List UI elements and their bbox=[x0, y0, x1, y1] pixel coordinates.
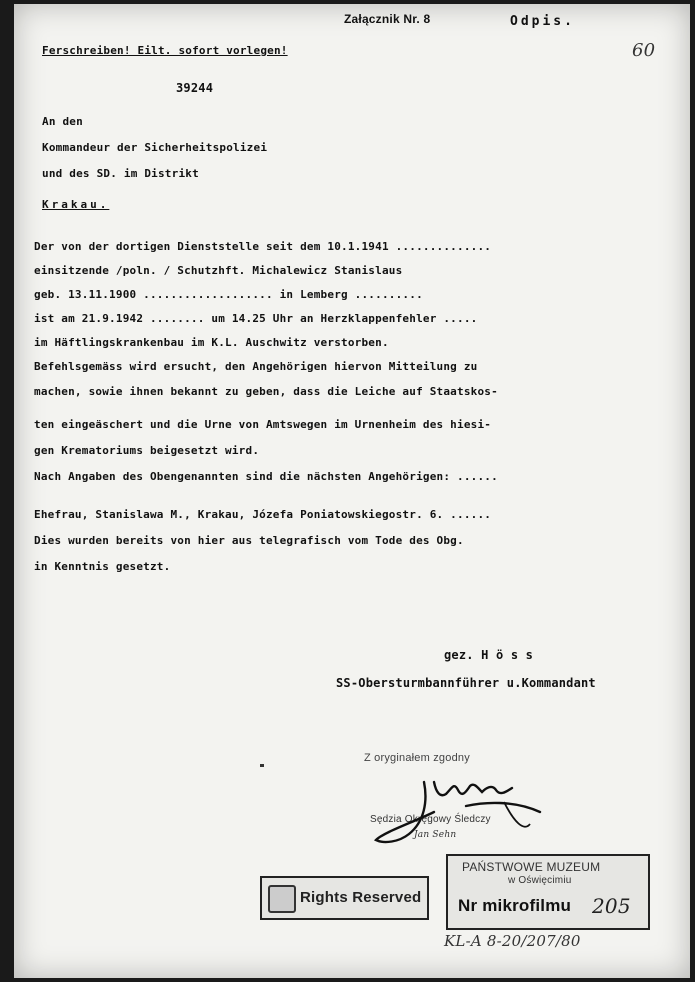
document-page bbox=[14, 4, 690, 978]
body-line: Dies wurden bereits von hier aus telegrafisch vom Tode des Obg. bbox=[34, 534, 464, 547]
scan-speck bbox=[260, 764, 264, 767]
body-line: ist am 21.9.1942 ........ um 14.25 Uhr an Herzklappenfehler ..... bbox=[34, 312, 478, 325]
rights-reserved-stamp bbox=[260, 876, 429, 920]
body-line: im Häftlingskrankenbau im K.L. Auschwitz verstorben. bbox=[34, 336, 389, 349]
signed-by: gez. H ö s s bbox=[444, 648, 534, 662]
body-line: Nach Angaben des Obengenannten sind die nächsten Angehörigen: ...... bbox=[34, 470, 498, 483]
microfilm-number: 205 bbox=[592, 894, 631, 918]
body-line: einsitzende /poln. / Schutzhft. Michalewicz Stanislaus bbox=[34, 264, 403, 277]
address-line-2: Kommandeur der Sicherheitspolizei bbox=[42, 141, 268, 154]
page-number: 60 bbox=[632, 40, 656, 61]
rights-reserved-text: Rights Reserved bbox=[300, 889, 422, 906]
handwritten-signature bbox=[354, 762, 554, 852]
certification-line-1: Z oryginałem zgodny bbox=[364, 752, 470, 764]
reference-number: 39244 bbox=[176, 81, 214, 95]
body-line: Ehefrau, Stanislawa M., Krakau, Józefa Poniatowskiegostr. 6. ...... bbox=[34, 508, 492, 521]
body-line: geb. 13.11.1900 ................... in Lemberg .......... bbox=[34, 288, 423, 301]
attachment-label: Załącznik Nr. 8 bbox=[344, 12, 431, 26]
address-line-1: An den bbox=[42, 115, 83, 128]
certification-line-2: Sędzia Okręgowy Śledczy bbox=[370, 814, 491, 825]
address-line-3: und des SD. im Distrikt bbox=[42, 167, 199, 180]
body-line: Der von der dortigen Dienststelle seit dem 10.1.1941 .............. bbox=[34, 240, 492, 253]
body-line: gen Krematoriums beigesetzt wird. bbox=[34, 444, 260, 457]
museum-microfilm-stamp bbox=[446, 854, 650, 930]
address-city: Krakau. bbox=[42, 198, 110, 211]
signer-title: SS-Obersturmbannführer u.Kommandant bbox=[336, 676, 596, 690]
body-line: Befehlsgemäss wird ersucht, den Angehörigen hiervon Mitteilung zu bbox=[34, 360, 478, 373]
am-logo-icon bbox=[268, 885, 296, 913]
urgent-instruction: Ferschreiben! Eilt. sofort vorlegen! bbox=[42, 44, 288, 57]
copy-label: Odpis. bbox=[510, 14, 575, 29]
body-line: ten eingeäschert und die Urne von Amtswegen im Urnenheim des hiesi- bbox=[34, 418, 492, 431]
museum-line-2: w Oświęcimiu bbox=[508, 875, 572, 886]
museum-line-1: PAŃSTWOWE MUZEUM bbox=[462, 860, 601, 874]
body-line: in Kenntnis gesetzt. bbox=[34, 560, 171, 573]
certification-line-3: Jan Sehn bbox=[414, 830, 457, 840]
body-line: machen, sowie ihnen bekannt zu geben, dass die Leiche auf Staatskos- bbox=[34, 385, 498, 398]
archive-reference: KL-A 8-20/207/80 bbox=[444, 932, 581, 950]
microfilm-label: Nr mikrofilmu bbox=[458, 896, 572, 915]
